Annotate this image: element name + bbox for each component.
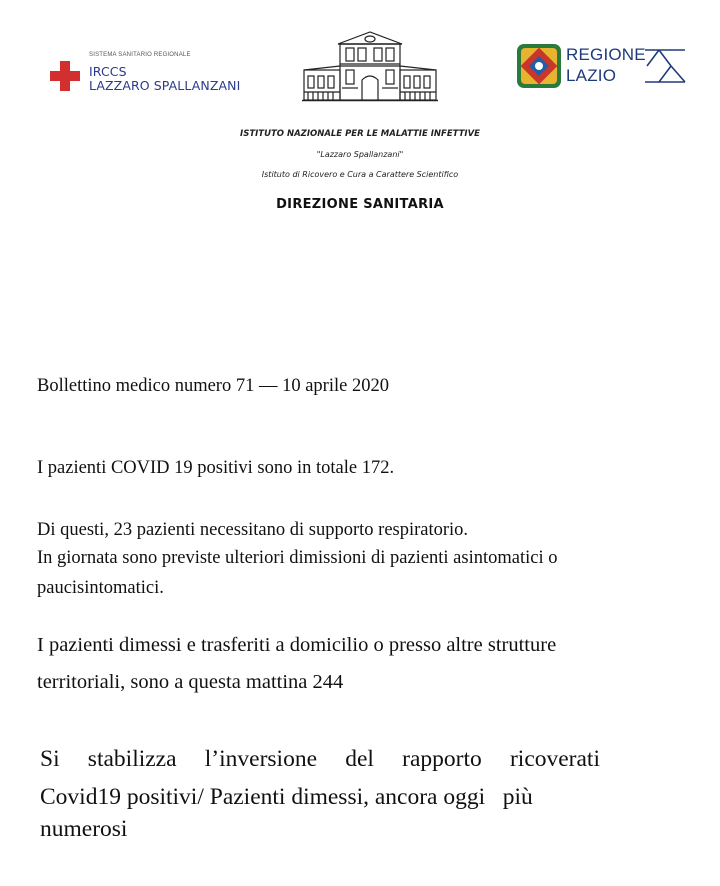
chevron-right-icon: [645, 46, 687, 86]
regione-lazio-line2: LAZIO: [566, 66, 617, 85]
irccs-logo-small-text: SISTEMA SANITARIO REGIONALE: [89, 52, 191, 58]
institute-description: Istituto di Ricovero e Cura a Carattere Scientifico: [261, 170, 459, 179]
bulletin-title: Bollettino medico numero 71 — 10 aprile 2020: [37, 376, 389, 396]
irccs-logo-line1: IRCCS: [89, 64, 127, 79]
institute-building-icon: [302, 30, 438, 102]
institute-name: ISTITUTO NAZIONALE PER LE MALATTIE INFETTIVE: [240, 129, 480, 139]
discharged-patients-line2: territoriali, sono a questa mattina 244: [37, 671, 344, 693]
trend-statement-line1: Si stabilizza l’inversione del rapporto ricoverati: [40, 746, 600, 772]
discharged-patients-line1: I pazienti dimessi e trasferiti a domicilio o presso altre strutture: [37, 634, 557, 656]
irccs-logo-line2: LAZZARO SPALLANZANI: [89, 78, 241, 93]
department-heading: DIREZIONE SANITARIA: [276, 197, 444, 212]
regione-lazio-line1: REGIONE: [566, 45, 646, 64]
institute-subtitle: "Lazzaro Spallanzani": [316, 150, 404, 159]
positive-patients-text: I pazienti COVID 19 positivi sono in totale 172.: [37, 458, 395, 478]
discharges-text-line1: In giornata sono previste ulteriori dimissioni di pazienti asintomatici o: [37, 548, 558, 568]
regione-lazio-logo: [517, 42, 687, 92]
discharges-text-line2: paucisintomatici.: [37, 578, 164, 598]
trend-statement-line2: Covid19 positivi/ Pazienti dimessi, ancora oggi più: [40, 784, 533, 810]
irccs-spallanzani-logo: [50, 50, 240, 100]
respiratory-support-text: Di questi, 23 pazienti necessitano di supporto respiratorio.: [37, 520, 469, 540]
red-cross-icon: [50, 61, 80, 91]
trend-statement-line3: numerosi: [40, 816, 128, 842]
regione-lazio-emblem-icon: [517, 44, 561, 88]
